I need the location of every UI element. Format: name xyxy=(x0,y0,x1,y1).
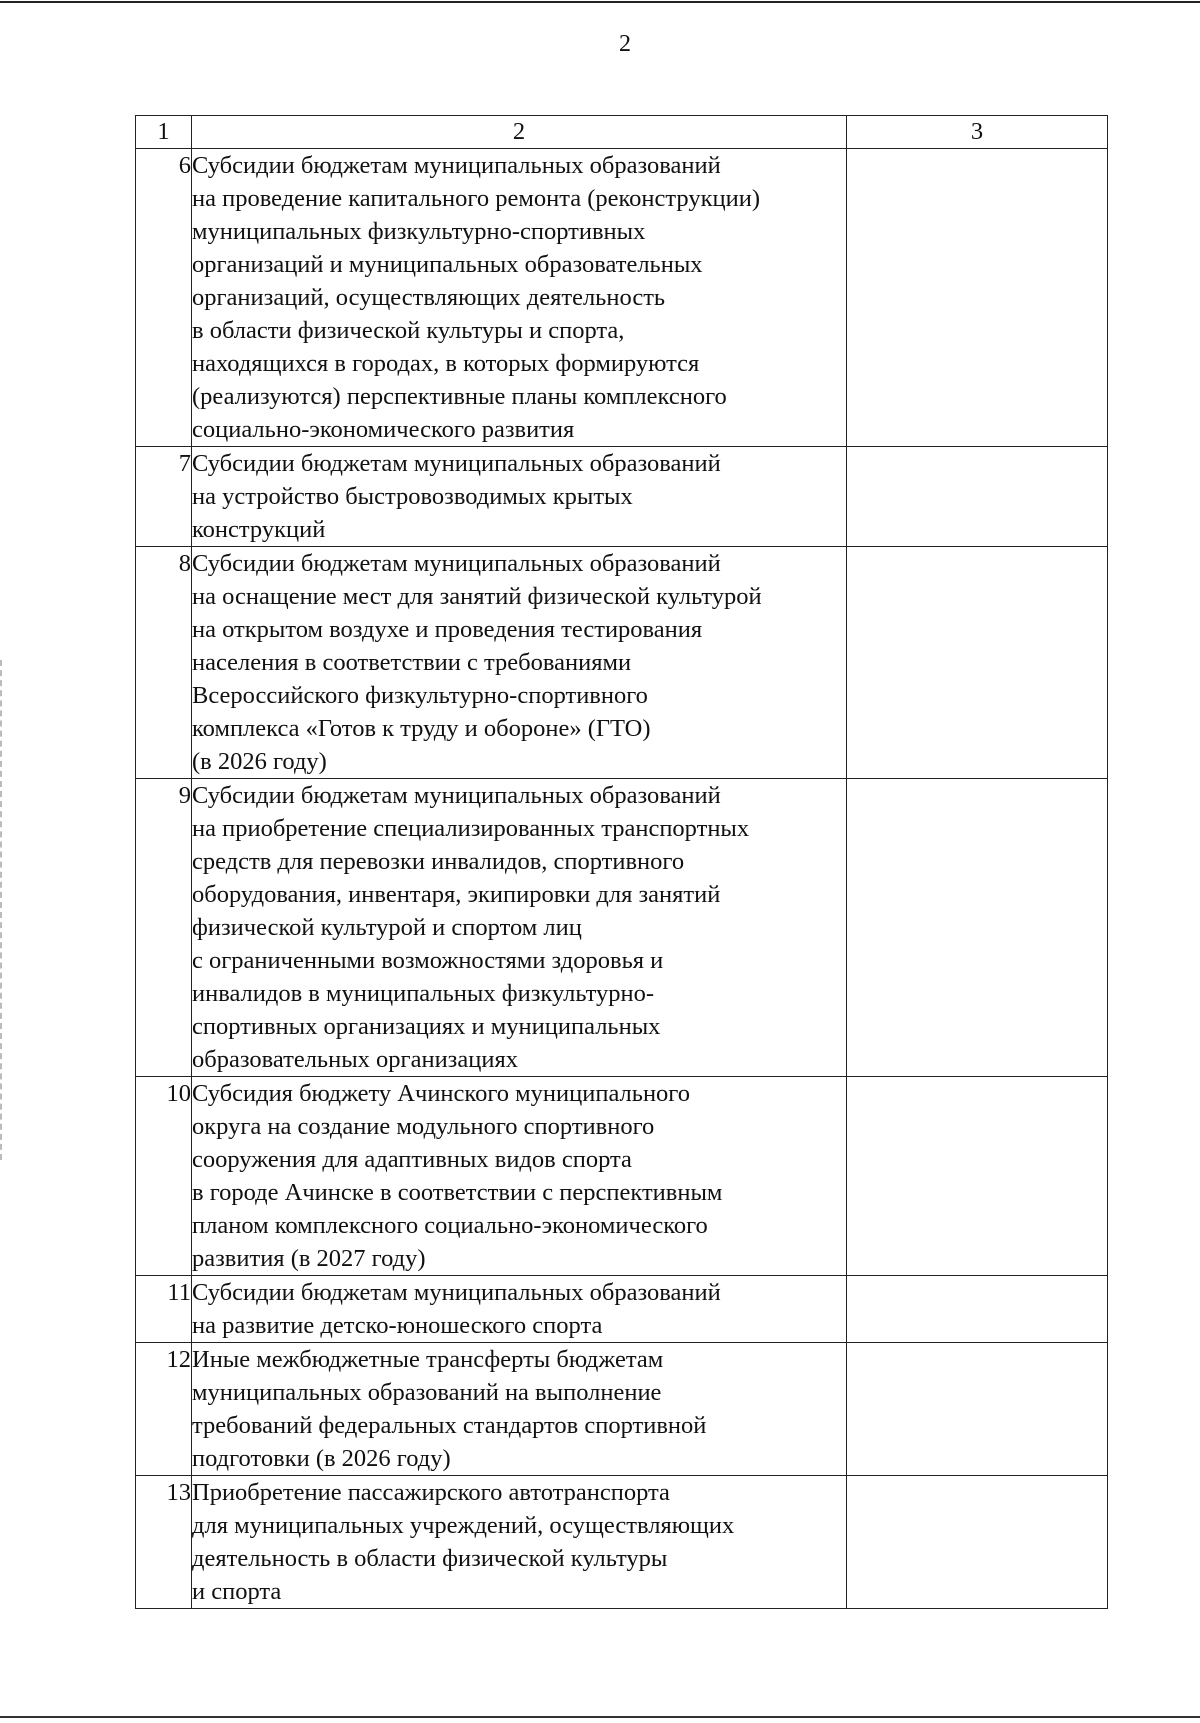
description-line: деятельность в области физической культуры xyxy=(192,1545,668,1572)
row-number: 7 xyxy=(136,447,192,547)
description-line: находящихся в городах, в которых формируются xyxy=(192,350,700,377)
header-col-3: 3 xyxy=(847,116,1108,149)
description-line: Субсидии бюджетам муниципальных образований xyxy=(192,450,721,477)
description-line: на устройство быстровозводимых крытых xyxy=(192,483,633,510)
description-line: и спорта xyxy=(192,1578,282,1605)
description-line: сооружения для адаптивных видов спорта xyxy=(192,1146,632,1173)
description-line: организаций, осуществляющих деятельность xyxy=(192,284,666,311)
row-description xyxy=(192,1077,847,1276)
description-line: округа на создание модульного спортивного xyxy=(192,1113,655,1140)
row-description xyxy=(192,149,847,447)
table-row xyxy=(136,779,1108,1077)
scan-edge-top xyxy=(0,1,1200,3)
description-line: в области физической культуры и спорта, xyxy=(192,317,625,344)
row-number: 6 xyxy=(136,149,192,447)
table-row xyxy=(136,447,1108,547)
description-line: населения в соответствии с требованиями xyxy=(192,649,632,676)
description-line: на открытом воздухе и проведения тестирования xyxy=(192,616,703,643)
description-line: на оснащение мест для занятий физической культурой xyxy=(192,583,762,610)
row-description xyxy=(192,547,847,779)
description-line: оборудования, инвентаря, экипировки для занятий xyxy=(192,881,721,908)
description-line: Всероссийского физкультурно-спортивного xyxy=(192,682,648,709)
description-line: комплекса «Готов к труду и обороне» (ГТО) xyxy=(192,715,651,742)
description-line: организаций и муниципальных образовательных xyxy=(192,251,703,278)
description-line: (реализуются) перспективные планы комплексного xyxy=(192,383,727,410)
description-line: Субсидии бюджетам муниципальных образований xyxy=(192,1279,721,1306)
row-number: 12 xyxy=(136,1343,192,1476)
description-line: конструкций xyxy=(192,516,326,543)
table-row xyxy=(136,1476,1108,1609)
description-line: для муниципальных учреждений, осуществляющих xyxy=(192,1512,735,1539)
description-line: Субсидия бюджету Ачинского муниципального xyxy=(192,1080,690,1107)
description-line: требований федеральных стандартов спортивной xyxy=(192,1412,707,1439)
scan-edge-bottom xyxy=(0,1716,1200,1718)
description-line: образовательных организациях xyxy=(192,1046,518,1073)
description-line: планом комплексного социально-экономического xyxy=(192,1212,708,1239)
description-line: средств для перевозки инвалидов, спортивного xyxy=(192,848,685,875)
description-line: социально-экономического развития xyxy=(192,416,575,443)
row-col-3 xyxy=(847,779,1108,1077)
table-row xyxy=(136,149,1108,447)
table-body xyxy=(136,149,1108,1609)
row-description xyxy=(192,1476,847,1609)
description-line: Субсидии бюджетам муниципальных образований xyxy=(192,152,721,179)
row-description xyxy=(192,1343,847,1476)
description-line: муниципальных физкультурно-спортивных xyxy=(192,218,646,245)
row-col-3 xyxy=(847,1077,1108,1276)
description-line: (в 2026 году) xyxy=(192,748,327,775)
description-line: Субсидии бюджетам муниципальных образований xyxy=(192,782,721,809)
row-col-3 xyxy=(847,1343,1108,1476)
table-header-row xyxy=(136,116,1108,149)
row-description xyxy=(192,1276,847,1343)
row-number: 11 xyxy=(136,1276,192,1343)
table-row xyxy=(136,1343,1108,1476)
row-number: 9 xyxy=(136,779,192,1077)
row-number: 10 xyxy=(136,1077,192,1276)
header-col-1: 1 xyxy=(136,116,192,149)
scan-edge-left xyxy=(0,660,4,1160)
description-line: на приобретение специализированных транспортных xyxy=(192,815,750,842)
description-line: на проведение капитального ремонта (реконструкции) xyxy=(192,185,760,212)
description-line: спортивных организациях и муниципальных xyxy=(192,1013,661,1040)
description-line: на развитие детско-юношеского спорта xyxy=(192,1312,603,1339)
description-line: в городе Ачинске в соответствии с перспективным xyxy=(192,1179,723,1206)
table-row xyxy=(136,547,1108,779)
row-col-3 xyxy=(847,1276,1108,1343)
description-line: Приобретение пассажирского автотранспорта xyxy=(192,1479,670,1506)
header-col-2: 2 xyxy=(192,116,847,149)
row-number: 13 xyxy=(136,1476,192,1609)
description-line: с ограниченными возможностями здоровья и xyxy=(192,947,664,974)
row-description xyxy=(192,447,847,547)
description-line: Иные межбюджетные трансферты бюджетам xyxy=(192,1346,664,1373)
page-number: 2 xyxy=(619,31,631,57)
row-col-3 xyxy=(847,547,1108,779)
subsidies-table xyxy=(135,115,1108,1609)
description-line: муниципальных образований на выполнение xyxy=(192,1379,662,1406)
row-number: 8 xyxy=(136,547,192,779)
description-line: инвалидов в муниципальных физкультурно- xyxy=(192,980,655,1007)
description-line: Субсидии бюджетам муниципальных образований xyxy=(192,550,721,577)
description-line: физической культурой и спортом лиц xyxy=(192,914,582,941)
row-description xyxy=(192,779,847,1077)
row-col-3 xyxy=(847,447,1108,547)
table-row xyxy=(136,1077,1108,1276)
table-row xyxy=(136,1276,1108,1343)
row-col-3 xyxy=(847,149,1108,447)
row-col-3 xyxy=(847,1476,1108,1609)
description-line: подготовки (в 2026 году) xyxy=(192,1445,451,1472)
description-line: развития (в 2027 году) xyxy=(192,1245,426,1272)
